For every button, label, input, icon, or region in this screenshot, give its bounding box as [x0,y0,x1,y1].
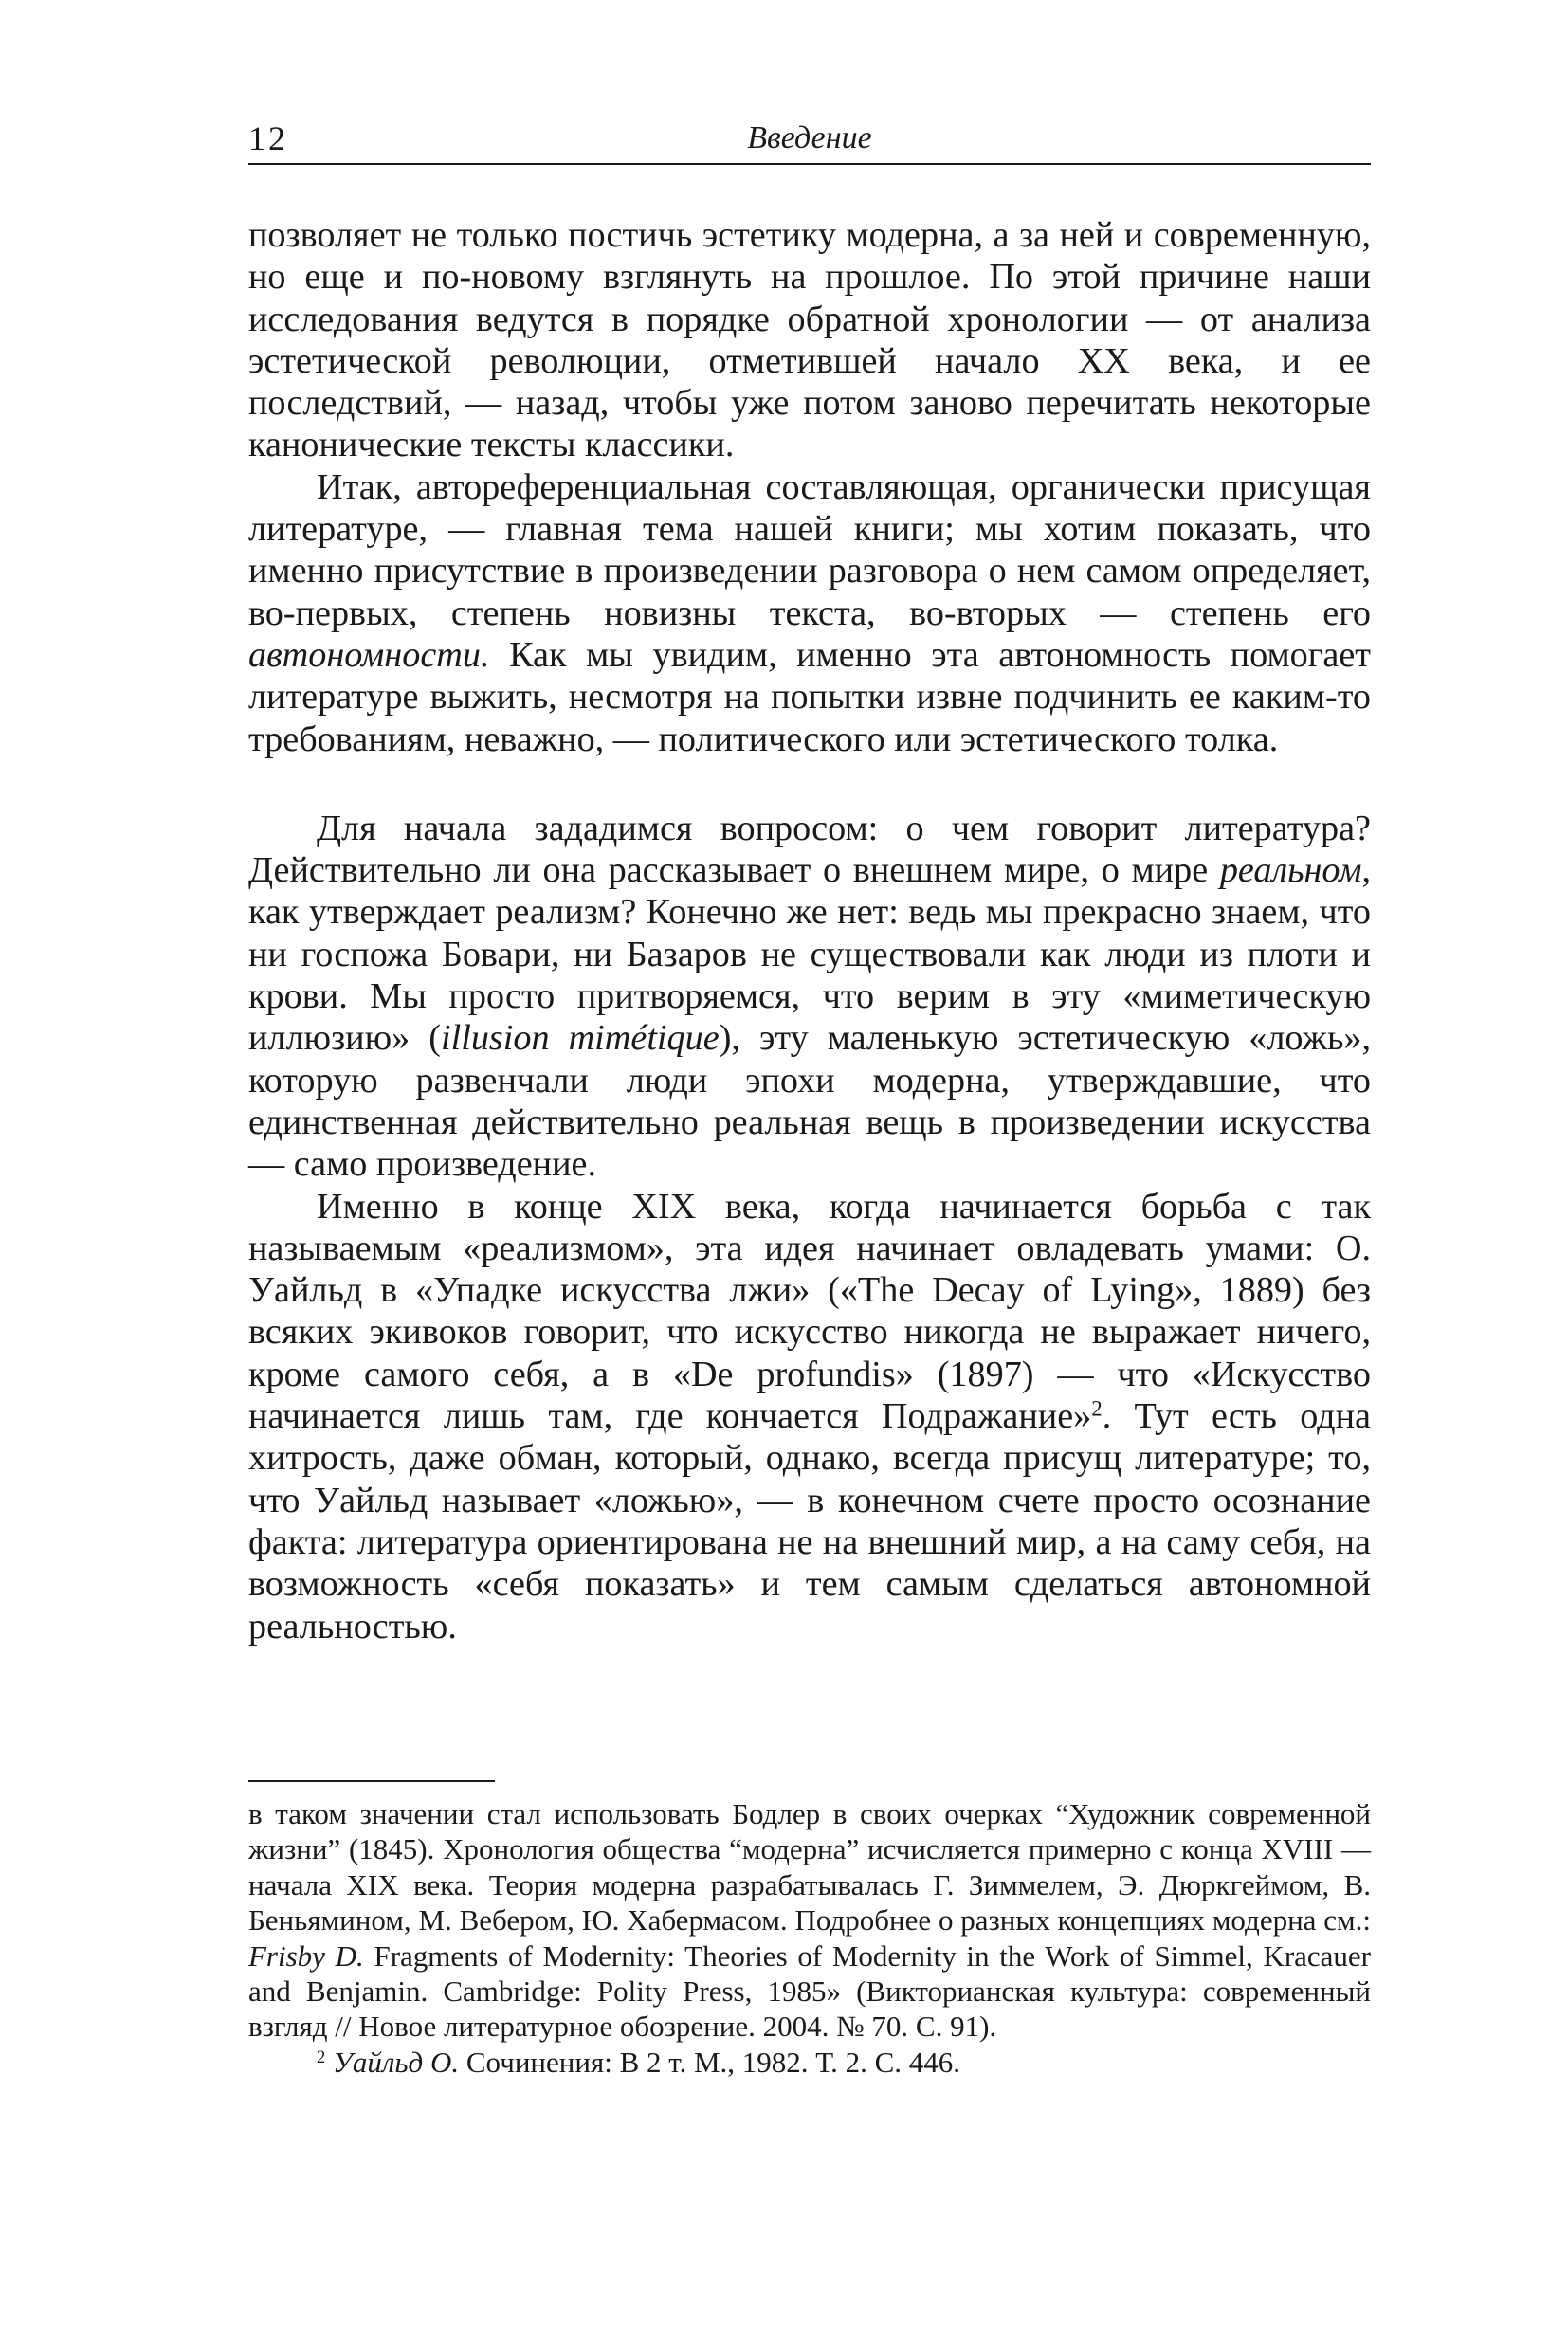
section-title: Введение [747,120,872,155]
page-number: 12 [248,119,288,157]
paragraph-4: Именно в конце XIX века, когда начинается борьба с так называемым «реализмом», эта идея начинает овладевать умами: О. Уайльд в «Упадке искусства лжи» («The Decay of Lying», 1889) без всяких экивоков говорит, что искусство никогда не выражает ничего, кроме самого себя, а в «De profundis» (1897) — что «Искусство начинается лишь там, где кончается Подражание»$^2$. Тут есть одна хитрость, даже обман, который, однако, всегда присущ литературе; то, что Уайльд называет «ложью», — в конечном счете просто осознание факта: литература ориентирована не на внешний мир, а на саму себя, на возможность «себя показать» и тем самым сделаться автономной реальностью. [248,1186,1372,1647]
footnote-divider [248,1780,495,1782]
emphasis-real: реальном [1219,850,1362,891]
emphasis-autonomy: автономности. [248,634,490,675]
paragraph-3: Для начала зададимся вопросом: о чем говорит литература? Действительно ли она рассказывает о внешнем мире, о мире реальном, как утверждает реализм? Конечно же нет: ведь мы прекрасно знаем, что ни госпожа Бовари, ни Базаров не существовали как люди из плоти и крови. Мы просто притворяемся, что верим в эту «миметическую иллюзию» (illusion mimétique), эту маленькую эстетическую «ложь», которую развенчали люди эпохи модерна, утверждавшие, что единственная действительно реальная вещь в произведении искусства — само произведение. [248,808,1371,1185]
section-break [248,760,1371,808]
running-head [248,119,1371,165]
paragraph-1: позволяет не только постичь эстетику модерна, а за ней и современную, но еще и по-новому взглянуть на прошлое. По этой причине наши исследования ведутся в порядке обратной хронологии — от анализа эстетической революции, отметившей начало XX века, и ее последствий, — назад, чтобы уже потом заново перечитать некоторые канонические тексты классики. [248,215,1371,465]
emphasis-illusion: illusion mimétique [440,1018,720,1059]
footnote-1-continued: в таком значении стал использовать Бодлер в своих очерках “Художник современной жизни” (1845). Хронология общества “модерна” исчисляется примерно с конца XVIII — начала XIX века. Теория модерна разрабатывалась Г. Зиммелем, Э. Дюркгеймом, В. Беньямином, М. Вебером, Ю. Хабермасом. Подробнее о разных концепциях модерна см.: Frisby D. Fragments of Modernity: Theories of Modernity in the Work of Simmel, Kracauer and Benjamin. Cambridge: Polity Press, 1985» (Викторианская культура: современный взгляд // Новое литературное обозрение. 2004. № 70. С. 91). [248,1797,1372,2044]
paragraph-2: Итак, автореференциальная составляющая, органически присущая литературе, — главная тема нашей книги; мы хотим показать, что именно присутствие в произведении разговора о нем самом определяет, во-первых, степень новизны текста, во-вторых — степень его автономности. Как мы увидим, именно эта автономность помогает литературе выжить, несмотря на попытки извне подчинить ее каким-то требованиям, неважно, — политического или эстетического толка. [248,466,1371,759]
footnote-number-2: 2 [317,2047,326,2067]
footnotes [248,1796,1371,2080]
main-text [248,214,1371,1647]
footnote-ref-2: 2 [1091,1396,1103,1421]
footnote-2: $^2$ Уайльд О. Сочинения: В 2 т. М., 1982. Т. 2. С. 446. [317,2045,961,2079]
